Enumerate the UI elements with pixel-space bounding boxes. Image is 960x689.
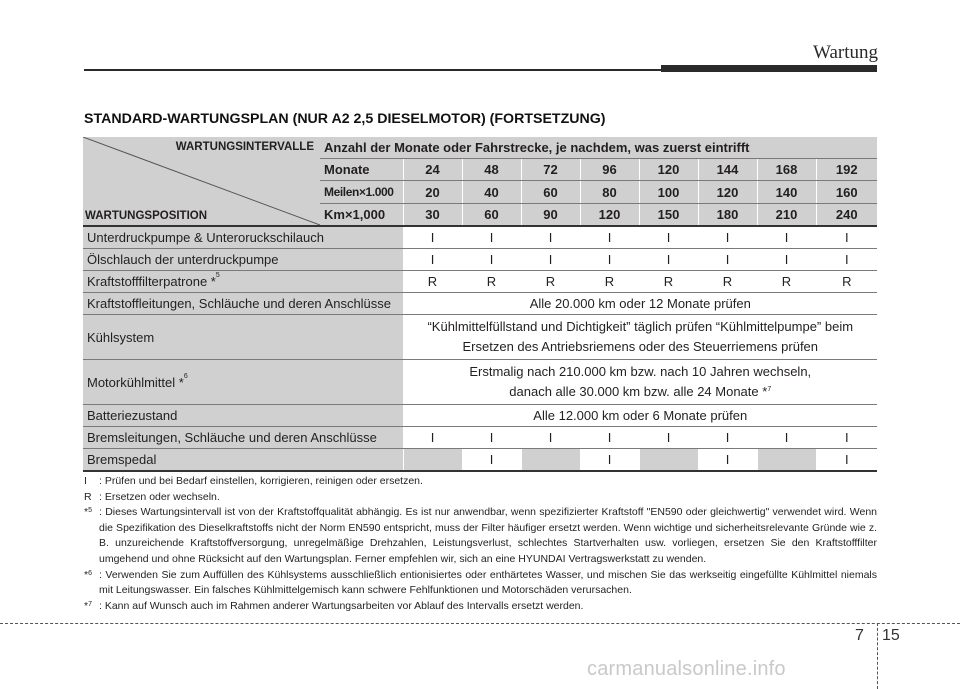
header-caption-row [83,137,877,159]
table-cell: I [521,226,580,249]
footnote-key [84,568,99,599]
table-cell: I [462,249,521,271]
footnote-marker: 6 [88,569,92,577]
footnote-marker: 5 [215,272,220,279]
table-cell: I [816,249,877,271]
interval-text [403,315,877,360]
table-cell: I [639,427,698,449]
miles-value: 100 [639,181,698,203]
footnote-text: : Verwenden Sie zum Auffüllen des Kühlsystems ausschließlich entionisiertes oder enthärtetes Wasser, und mischen Sie das werkseitig eingefüllte Kühlmittel niemals mit Leitungswasser. Ein falsches Kühlmittelgemisch kann schwere Fehlfunktionen und Motorschäden verursachen. [99,568,877,597]
row-name-text: Motorkühlmittel * [87,374,184,390]
footnote-key: R [84,490,92,503]
table-cell: I [757,249,816,271]
footnote-key [84,599,99,615]
table-row [83,249,877,271]
corner-intervals-label: WARTUNGSINTERVALLE [175,141,314,153]
header-bar [661,65,877,72]
table-cell: I [403,226,462,249]
table-cell [757,449,816,472]
table-cell: R [462,271,521,293]
table-cell: I [698,226,757,249]
interval-text-part: danach alle 30.000 km bzw. alle 24 Monate * [509,384,768,399]
months-value: 144 [698,159,757,181]
table-cell: R [521,271,580,293]
row-name: Unterdruckpumpe & Unteroruckschilauch [83,226,403,249]
footnote [84,505,877,567]
page-title: STANDARD-WARTUNGSPLAN (NUR A2 2,5 DIESELMOTOR) (FORTSETZUNG) [84,111,606,127]
interval-text-line: “Kühlmittelfüllstand und Dichtigkeit” täglich prüfen “Kühlmittelpumpe” beim [427,319,854,334]
table-cell: I [698,427,757,449]
table-cell: R [757,271,816,293]
table-cell: I [403,249,462,271]
table-row [83,315,877,360]
months-value: 120 [639,159,698,181]
km-value: 180 [698,203,757,226]
table-cell: R [639,271,698,293]
header-rule [84,69,661,71]
footnote-key: I [84,475,87,487]
interval-text-line [404,382,878,402]
table-cell: I [521,249,580,271]
table-cell: I [816,427,877,449]
months-value: 192 [816,159,877,181]
table-row [83,427,877,449]
interval-text [403,360,877,405]
months-value: 72 [521,159,580,181]
miles-label: Meilen×1.000 [320,181,403,203]
footer-dashed-divider [877,623,878,689]
table-cell: I [639,249,698,271]
corner-position-label: WARTUNGSPOSITION [85,210,208,222]
footnote-marker: 7 [88,600,92,608]
table-cell: I [580,249,639,271]
miles-value: 40 [462,181,521,203]
footnote-marker: 6 [183,372,188,380]
km-value: 30 [403,203,462,226]
row-name: Batteriezustand [83,405,403,427]
footnote [84,474,877,490]
table-row [83,226,877,249]
months-label: Monate [320,159,403,181]
table-cell: R [698,271,757,293]
footnote [84,599,877,615]
table-cell: R [816,271,877,293]
miles-value: 60 [521,181,580,203]
footer-dashed-rule [0,623,960,624]
footnote-star: * [84,506,89,519]
table-cell: I [698,449,757,472]
table-corner [83,137,320,226]
table-cell: I [580,226,639,249]
footnote-marker: 7 [767,386,772,393]
row-name: Bremspedal [83,449,403,472]
interval-text-line: Ersetzen des Antriebsriemens oder des Steuerriemens prüfen [462,339,819,354]
table-row [83,293,877,315]
footnote-text: : Ersetzen oder wechseln. [99,490,220,503]
row-name-text: Kraftstofffilterpatrone * [87,274,216,289]
miles-value: 20 [403,181,462,203]
table-cell: I [403,427,462,449]
km-label: Km×1,000 [320,203,403,226]
footnote-star: * [84,568,89,581]
interval-text: Alle 20.000 km oder 12 Monate prüfen [403,293,877,315]
footnote-marker: 5 [88,507,92,515]
table-cell: I [462,427,521,449]
table-cell [639,449,698,472]
table-cell: I [698,249,757,271]
footnote-star: * [84,599,89,612]
table-cell: I [639,226,698,249]
row-name [83,360,403,405]
footnote-text: : Prüfen und bei Bedarf einstellen, korrigieren, reinigen oder ersetzen. [99,475,423,487]
table-cell: I [580,449,639,472]
table-row [83,449,877,472]
footnote-key [84,505,99,567]
table-cell: I [580,427,639,449]
footnote-text: : Dieses Wartungsintervall ist von der Kraftstoffqualität abhängig. Es ist nur anwendbar, wenn spezifizierter Kraftstoff "EN590 oder gleichwertig" verwendet wird. Wenn die Spezifikation des Dieselkraftstoffs nicht der Norm EN590 entspricht, muss der Filter häufiger ersetzt werden. Wenn wichtige und sicherheitsrelevante Gründe wie z. B. unzureichende Kraftstoffversorgung, unregelmäßige Drehzahlen, Leistungsverlust, schlechtes Startverhalten usw. vorliegen, ersetzen Sie den Kraftstofffilter umgehend und ohne Rücksicht auf den Wartungsplan. Ferner empfehlen wir, sich an eine HYUNDAI Vertragswerkstatt zu wenden. [99,506,877,565]
miles-value: 140 [757,181,816,203]
table-cell: I [757,226,816,249]
months-value: 24 [403,159,462,181]
maintenance-table [83,137,877,472]
table-cell [521,449,580,472]
km-value: 150 [639,203,698,226]
months-value: 96 [580,159,639,181]
table-row [83,405,877,427]
table-cell: I [462,226,521,249]
interval-text-line: Erstmalig nach 210.000 km bzw. nach 10 Jahren wechseln, [469,364,812,379]
section-title: Wartung [813,42,878,63]
row-name: Kühlsystem [83,315,403,360]
table-cell: R [403,271,462,293]
table-cell: I [816,449,877,472]
footnote [84,490,877,506]
km-value: 90 [521,203,580,226]
miles-value: 160 [816,181,877,203]
miles-value: 80 [580,181,639,203]
months-value: 48 [462,159,521,181]
row-name: Bremsleitungen, Schläuche und deren Anschlüsse [83,427,403,449]
page-number: 15 [882,627,900,644]
footnotes [84,474,877,614]
table-cell: I [816,226,877,249]
row-name: Ölschlauch der unterdruckpumpe [83,249,403,271]
table-cell [403,449,462,472]
row-name: Kraftstoffleitungen, Schläuche und deren Anschlüsse [83,293,403,315]
km-value: 210 [757,203,816,226]
km-value: 60 [462,203,521,226]
table-cell: I [757,427,816,449]
chapter-number: 7 [855,627,864,644]
table-cell: I [521,427,580,449]
footnote-text: : Kann auf Wunsch auch im Rahmen anderer Wartungsarbeiten vor Ablauf des Intervalls ersetzt werden. [99,599,584,612]
watermark: carmanualsonline.info [587,658,786,680]
table-row [83,360,877,405]
table-row [83,271,877,293]
km-value: 240 [816,203,877,226]
interval-text: Alle 12.000 km oder 6 Monate prüfen [403,405,877,427]
table-cell: I [462,449,521,472]
footnote [84,568,877,599]
km-value: 120 [580,203,639,226]
miles-value: 120 [698,181,757,203]
interval-caption: Anzahl der Monate oder Fahrstrecke, je nachdem, was zuerst eintrifft [320,137,877,159]
row-name [83,271,403,293]
table-cell: R [580,271,639,293]
months-value: 168 [757,159,816,181]
